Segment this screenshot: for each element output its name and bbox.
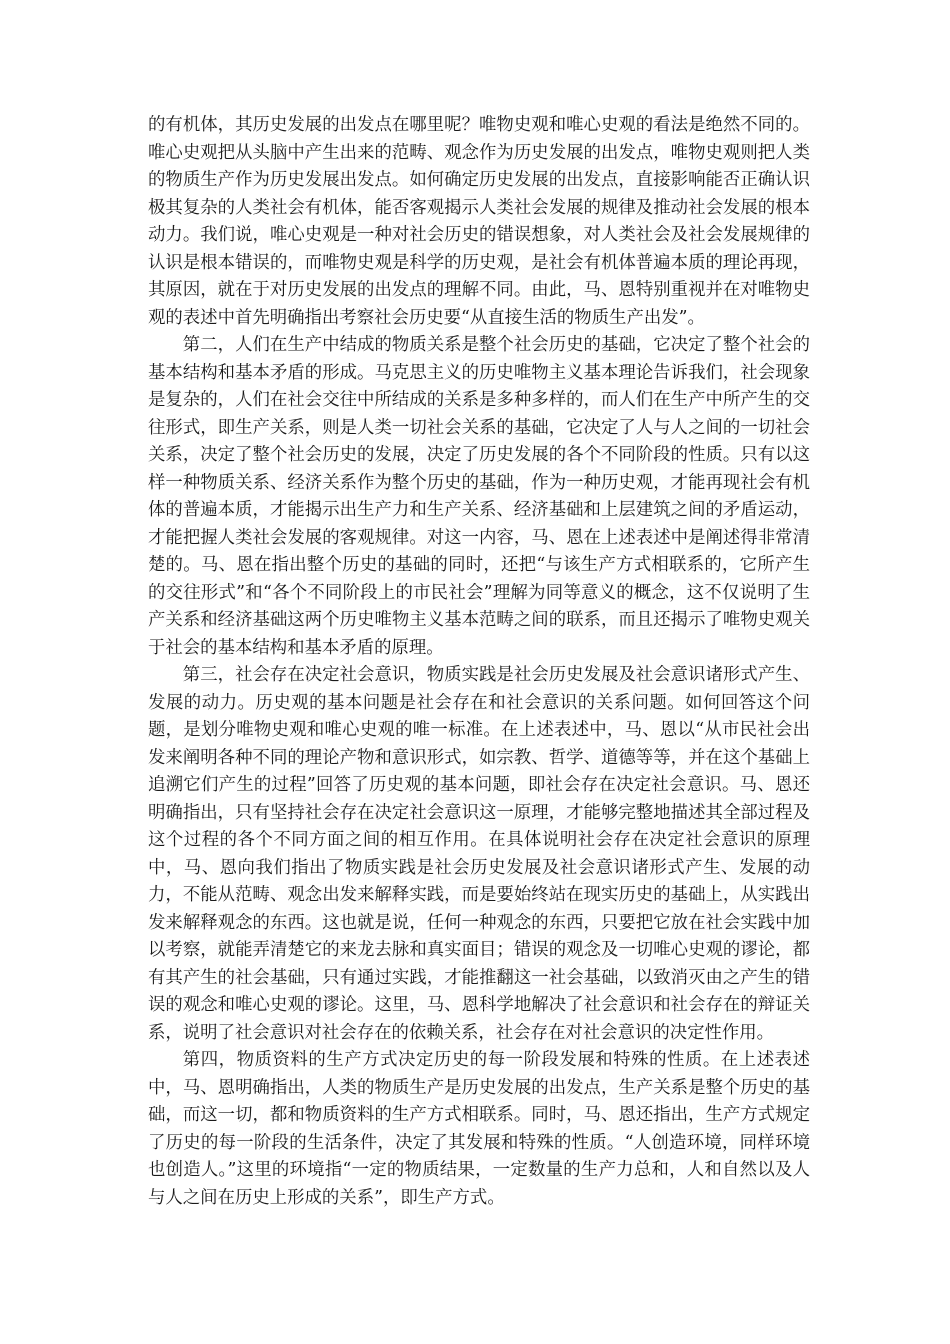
- document-body: [148, 112, 810, 1212]
- paragraph-4: 第四，物质资料的生产方式决定历史的每一阶段发展和特殊的性质。在上述表述中，马、恩明确指出，人类的物质生产是历史发展的出发点，生产关系是整个历史的基础，而这一切，都和物质资料的生产方式相联系。同时，马、恩还指出，生产方式规定了历史的每一阶段的生活条件，决定了其发展和特殊的性质。“人创造环境，同样环境也创造人。”这里的环境指“一定的物质结果，一定数量的生产力总和，人和自然以及人与人之间在历史上形成的关系”，即生产方式。: [148, 1050, 810, 1208]
- paragraph-2: 第二，人们在生产中结成的物质关系是整个社会历史的基础，它决定了整个社会的基本结构和基本矛盾的形成。马克思主义的历史唯物主义基本理论告诉我们，社会现象是复杂的，人们在社会交往中所结成的关系是多种多样的，而人们在生产中所产生的交往形式，即生产关系，则是人类一切社会关系的基础，它决定了人与人之间的一切社会关系，决定了整个社会历史的发展，决定了历史发展的各个不同阶段的性质。只有以这样一种物质关系、经济关系作为整个历史的基础，作为一种历史观，才能再现社会有机体的普遍本质，才能揭示出生产力和生产关系、经济基础和上层建筑之间的矛盾运动，才能把握人类社会发展的客观规律。对这一内容，马、恩在上述表述中是阐述得非常清楚的。马、恩在指出整个历史的基础的同时，还把“与该生产方式相联系的，它所产生的交往形式”和“各个不同阶段上的市民社会”理解为同等意义的概念，这不仅说明了生产关系和经济基础这两个历史唯物主义基本范畴之间的联系，而且还揭示了唯物史观关于社会的基本结构和基本矛盾的原理。: [148, 335, 810, 658]
- paragraph-1: 的有机体，其历史发展的出发点在哪里呢？唯物史观和唯心史观的看法是绝然不同的。唯心史观把从头脑中产生出来的范畴、观念作为历史发展的出发点，唯物史观则把人类的物质生产作为历史发展出发点。如何确定历史发展的出发点，直接影响能否正确认识极其复杂的人类社会有机体，能否客观揭示人类社会发展的规律及推动社会发展的根本动力。我们说，唯心史观是一种对社会历史的错误想象，对人类社会及社会发展规律的认识是根本错误的，而唯物史观是科学的历史观，是社会有机体普遍本质的理论再现，其原因，就在于对历史发展的出发点的理解不同。由此，马、恩特别重视并在对唯物史观的表述中首先明确指出考察社会历史要“从直接生活的物质生产出发”。: [148, 115, 810, 328]
- paragraph-3: 第三，社会存在决定社会意识，物质实践是社会历史发展及社会意识诸形式产生、发展的动力。历史观的基本问题是社会存在和社会意识的关系问题。如何回答这个问题，是划分唯物史观和唯心史观的唯一标准。在上述表述中，马、恩以“从市民社会出发来阐明各种不同的理论产物和意识形式，如宗教、哲学、道德等等，并在这个基础上追溯它们产生的过程”回答了历史观的基本问题，即社会存在决定社会意识。马、恩还明确指出，只有坚持社会存在决定社会意识这一原理，才能够完整地描述其全部过程及这个过程的各个不同方面之间的相互作用。在具体说明社会存在决定社会意识的原理中，马、恩向我们指出了物质实践是社会历史发展及社会意识诸形式产生、发展的动力，不能从范畴、观念出发来解释实践，而是要始终站在现实历史的基础上，从实践出发来解释观念的东西。这也就是说，任何一种观念的东西，只要把它放在社会实践中加以考察，就能弄清楚它的来龙去脉和真实面目；错误的观念及一切唯心史观的谬论，都有其产生的社会基础，只有通过实践，才能推翻这一社会基础，以致消灭由之产生的错误的观念和唯心史观的谬论。这里，马、恩科学地解决了社会意识和社会存在的辩证关系，说明了社会意识对社会存在的依赖关系，社会存在对社会意识的决定性作用。: [148, 665, 810, 1043]
